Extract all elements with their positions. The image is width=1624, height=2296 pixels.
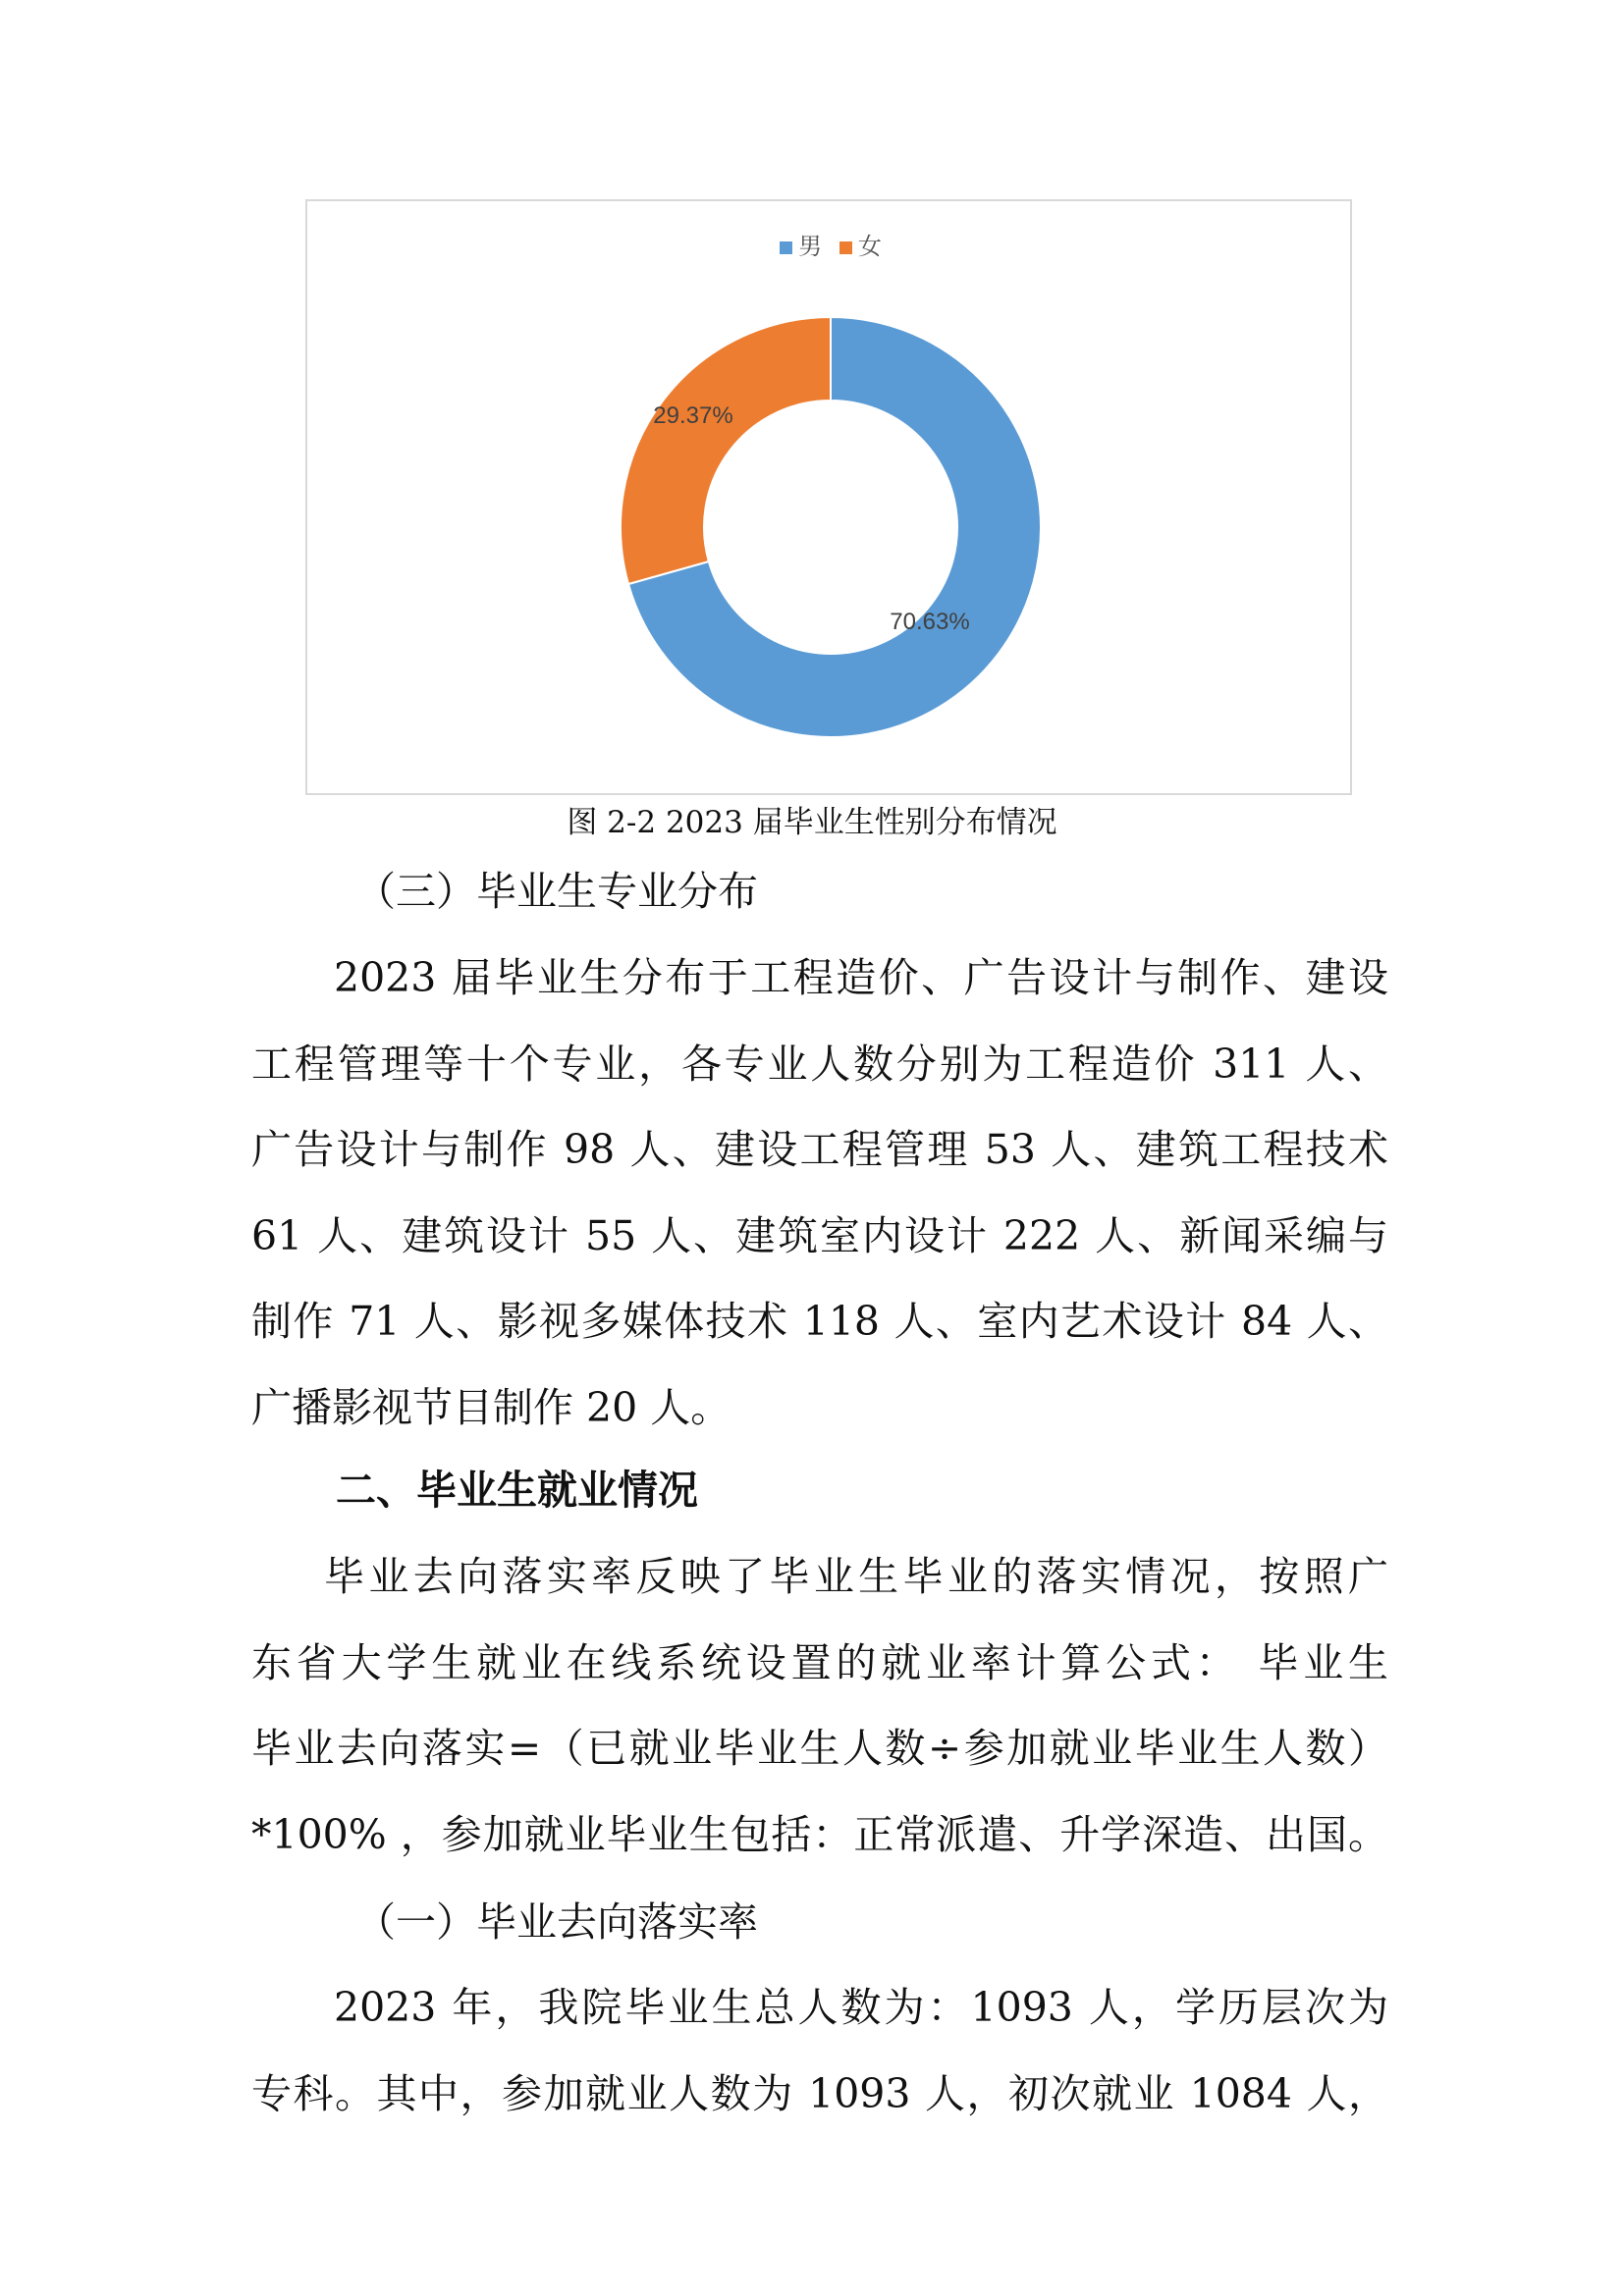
legend-label-female: 女 <box>857 233 882 260</box>
text-line: *100% ，参加就业毕业生包括：正常派遣、升学深造、出国。 <box>251 1810 1388 1858</box>
section-heading-employment: 二、毕业生就业情况 <box>336 1467 698 1514</box>
text-line: 毕业去向落实=（已就业毕业生人数÷参加就业毕业生人数） <box>251 1725 1388 1772</box>
donut-slice-female <box>621 317 831 584</box>
data-label-female: 29.37% <box>653 402 733 429</box>
text-line: 毕业去向落实率反映了毕业生毕业的落实情况，按照广 <box>324 1553 1388 1600</box>
text-line: 制作 71 人、影视多媒体技术 118 人、室内艺术设计 84 人、 <box>251 1298 1388 1345</box>
text-line: 东省大学生就业在线系统设置的就业率计算公式： 毕业生 <box>251 1638 1388 1686</box>
donut-svg <box>307 201 1350 793</box>
text-line: 2023 届毕业生分布于工程造价、广告设计与制作、建设 <box>334 954 1388 1001</box>
text-line: 61 人、建筑设计 55 人、建筑室内设计 222 人、新闻采编与 <box>251 1211 1388 1259</box>
gender-donut-chart <box>305 199 1352 795</box>
text-line: 专科。其中，参加就业人数为 1093 人，初次就业 1084 人， <box>251 2069 1388 2117</box>
section-heading-major-distribution: （三）毕业生专业分布 <box>355 868 758 915</box>
figure-caption: 图 2-2 2023 届毕业生性别分布情况 <box>567 805 1057 840</box>
text-line: 广告设计与制作 98 人、建设工程管理 53 人、建筑工程技术 <box>251 1126 1388 1173</box>
data-label-male: 70.63% <box>890 609 970 635</box>
text-line: 工程管理等十个专业，各专业人数分别为工程造价 311 人、 <box>251 1040 1388 1088</box>
text-line: 广播影视节目制作 20 人。 <box>251 1383 731 1431</box>
text-line: 2023 年，我院毕业生总人数为：1093 人，学历层次为 <box>334 1984 1388 2031</box>
section-heading-placement-rate: （一）毕业去向落实率 <box>355 1898 758 1946</box>
legend-label-male: 男 <box>798 233 823 260</box>
